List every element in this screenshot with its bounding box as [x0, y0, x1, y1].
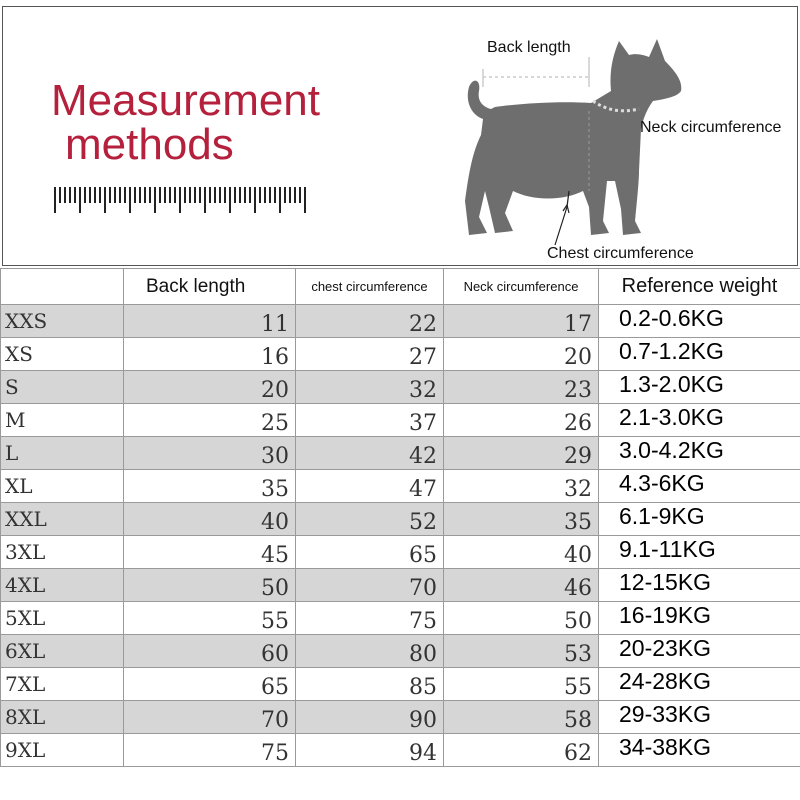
table-row [1, 338, 800, 371]
neck-cell: 40 [444, 536, 599, 569]
table-row [1, 668, 800, 701]
chest-cell: 75 [296, 602, 444, 635]
size-cell: L [1, 437, 124, 470]
size-cell: 4XL [1, 569, 124, 602]
back-length-cell: 25 [124, 404, 296, 437]
back-length-cell: 30 [124, 437, 296, 470]
table-row [1, 635, 800, 668]
chest-cell: 65 [296, 536, 444, 569]
column-header-chest: chest circumference [296, 269, 444, 305]
size-cell: XXS [1, 305, 124, 338]
chest-cell: 42 [296, 437, 444, 470]
chest-cell: 94 [296, 734, 444, 767]
back-length-label: Back length [487, 39, 571, 56]
neck-cell: 53 [444, 635, 599, 668]
back-length-cell: 16 [124, 338, 296, 371]
reference-weight-cell: 1.3-2.0KG [599, 371, 800, 404]
reference-weight-cell: 20-23KG [599, 635, 800, 668]
neck-cell: 26 [444, 404, 599, 437]
back-length-cell: 20 [124, 371, 296, 404]
back-length-cell: 65 [124, 668, 296, 701]
reference-weight-cell: 24-28KG [599, 668, 800, 701]
column-header-back-length: Back length [124, 269, 296, 305]
neck-cell: 55 [444, 668, 599, 701]
chest-cell: 47 [296, 470, 444, 503]
table-row [1, 470, 800, 503]
size-cell: 5XL [1, 602, 124, 635]
back-length-cell: 60 [124, 635, 296, 668]
table-row [1, 371, 800, 404]
neck-cell: 58 [444, 701, 599, 734]
chest-cell: 37 [296, 404, 444, 437]
size-cell: XXL [1, 503, 124, 536]
back-length-cell: 11 [124, 305, 296, 338]
neck-cell: 50 [444, 602, 599, 635]
table-row [1, 305, 800, 338]
chest-cell: 52 [296, 503, 444, 536]
neck-cell: 62 [444, 734, 599, 767]
neck-cell: 17 [444, 305, 599, 338]
neck-circumference-label: Neck circumference [640, 119, 782, 136]
neck-cell: 29 [444, 437, 599, 470]
table-row [1, 734, 800, 767]
table-row [1, 701, 800, 734]
column-header-size [1, 269, 124, 305]
neck-cell: 23 [444, 371, 599, 404]
reference-weight-cell: 4.3-6KG [599, 470, 800, 503]
chest-cell: 90 [296, 701, 444, 734]
back-length-cell: 45 [124, 536, 296, 569]
chest-cell: 32 [296, 371, 444, 404]
reference-weight-cell: 16-19KG [599, 602, 800, 635]
table-row [1, 569, 800, 602]
chest-cell: 70 [296, 569, 444, 602]
size-cell: S [1, 371, 124, 404]
column-header-neck: Neck circumference [444, 269, 599, 305]
chest-cell: 27 [296, 338, 444, 371]
size-cell: 6XL [1, 635, 124, 668]
chest-cell: 85 [296, 668, 444, 701]
table-row [1, 602, 800, 635]
size-cell: 3XL [1, 536, 124, 569]
neck-cell: 35 [444, 503, 599, 536]
reference-weight-cell: 2.1-3.0KG [599, 404, 800, 437]
title-line-2: methods [65, 120, 234, 169]
table-header-row [1, 269, 800, 305]
reference-weight-cell: 0.2-0.6KG [599, 305, 800, 338]
chest-circumference-label: Chest circumference [547, 245, 694, 262]
reference-weight-cell: 9.1-11KG [599, 536, 800, 569]
reference-weight-cell: 34-38KG [599, 734, 800, 767]
size-chart-table [0, 268, 800, 767]
table-row [1, 536, 800, 569]
neck-cell: 32 [444, 470, 599, 503]
chest-cell: 22 [296, 305, 444, 338]
title-line-1: Measurement [51, 76, 321, 125]
table-row [1, 437, 800, 470]
table-row [1, 503, 800, 536]
back-length-marker [483, 57, 589, 87]
back-length-cell: 75 [124, 734, 296, 767]
size-cell: 7XL [1, 668, 124, 701]
back-length-cell: 35 [124, 470, 296, 503]
reference-weight-cell: 0.7-1.2KG [599, 338, 800, 371]
measurement-panel [2, 6, 798, 266]
neck-cell: 46 [444, 569, 599, 602]
ruler-icon [51, 183, 307, 215]
chest-arrow-icon [555, 191, 569, 245]
dog-diagram [443, 31, 793, 266]
size-cell: XS [1, 338, 124, 371]
column-header-weight: Reference weight [599, 269, 800, 305]
reference-weight-cell: 29-33KG [599, 701, 800, 734]
back-length-cell: 70 [124, 701, 296, 734]
back-length-cell: 40 [124, 503, 296, 536]
neck-cell: 20 [444, 338, 599, 371]
size-cell: 8XL [1, 701, 124, 734]
page-title [51, 76, 321, 169]
size-cell: M [1, 404, 124, 437]
table-row [1, 404, 800, 437]
reference-weight-cell: 6.1-9KG [599, 503, 800, 536]
back-length-cell: 55 [124, 602, 296, 635]
chest-cell: 80 [296, 635, 444, 668]
reference-weight-cell: 3.0-4.2KG [599, 437, 800, 470]
reference-weight-cell: 12-15KG [599, 569, 800, 602]
dog-silhouette-icon [465, 39, 681, 235]
back-length-cell: 50 [124, 569, 296, 602]
size-cell: XL [1, 470, 124, 503]
size-cell: 9XL [1, 734, 124, 767]
